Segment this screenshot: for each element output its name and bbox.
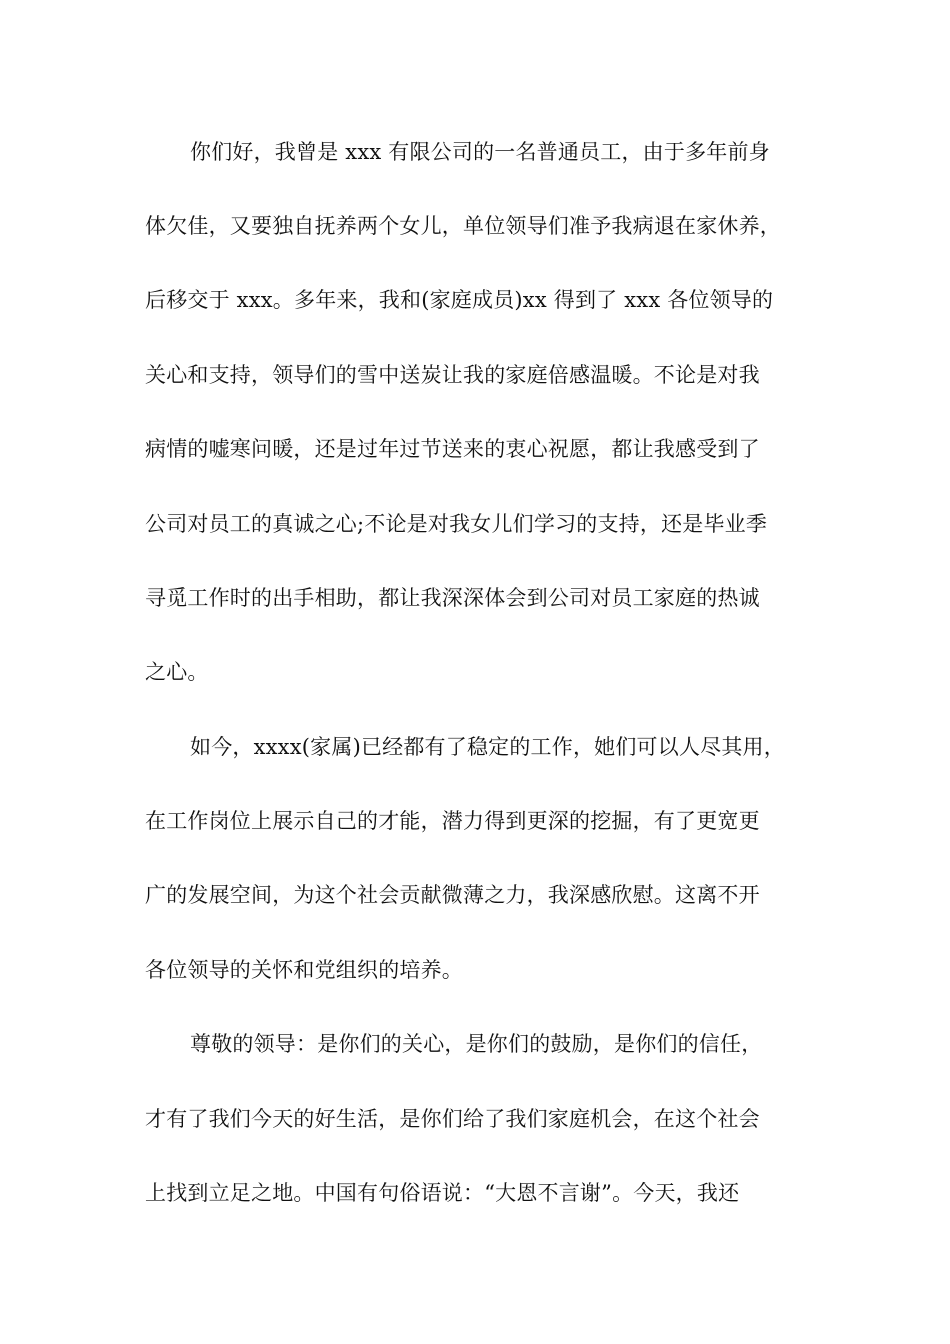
paragraph-1-line-1: 你们好，我曾是 xxx 有限公司的一名普通员工，由于多年前身 bbox=[190, 140, 770, 164]
paragraph-1-line-4: 关心和支持，领导们的雪中送炭让我的家庭倍感温暖。不论是对我 bbox=[145, 363, 760, 387]
paragraph-1-line-2: 体欠佳，又要独自抚养两个女儿，单位领导们准予我病退在家休养， bbox=[145, 214, 781, 238]
paragraph-3-line-3: 上找到立足之地。中国有句俗语说：“大恩不言谢”。今天，我还 bbox=[145, 1181, 740, 1205]
paragraph-2-line-4: 各位领导的关怀和党组织的培养。 bbox=[145, 958, 463, 982]
paragraph-1-line-8: 之心。 bbox=[145, 660, 209, 684]
paragraph-2-line-3: 广的发展空间，为这个社会贡献微薄之力，我深感欣慰。这离不开 bbox=[145, 883, 760, 907]
paragraph-1-line-6: 公司对员工的真诚之心;不论是对我女儿们学习的支持，还是毕业季 bbox=[145, 512, 768, 536]
paragraph-1-line-7: 寻觅工作时的出手相助，都让我深深体会到公司对员工家庭的热诚 bbox=[145, 586, 760, 610]
paragraph-1-line-3: 后移交于 xxx。多年来，我和(家庭成员)xx 得到了 xxx 各位领导的 bbox=[145, 288, 774, 312]
paragraph-3-line-2: 才有了我们今天的好生活，是你们给了我们家庭机会，在这个社会 bbox=[145, 1107, 760, 1131]
paragraph-3-line-1: 尊敬的领导：是你们的关心，是你们的鼓励，是你们的信任， bbox=[190, 1032, 763, 1056]
paragraph-2-line-2: 在工作岗位上展示自己的才能，潜力得到更深的挖掘，有了更宽更 bbox=[145, 809, 760, 833]
paragraph-1-line-5: 病情的嘘寒问暖，还是过年过节送来的衷心祝愿，都让我感受到了 bbox=[145, 437, 760, 461]
paragraph-2-line-1: 如今，xxxx(家属)已经都有了稳定的工作，她们可以人尽其用， bbox=[190, 735, 785, 759]
